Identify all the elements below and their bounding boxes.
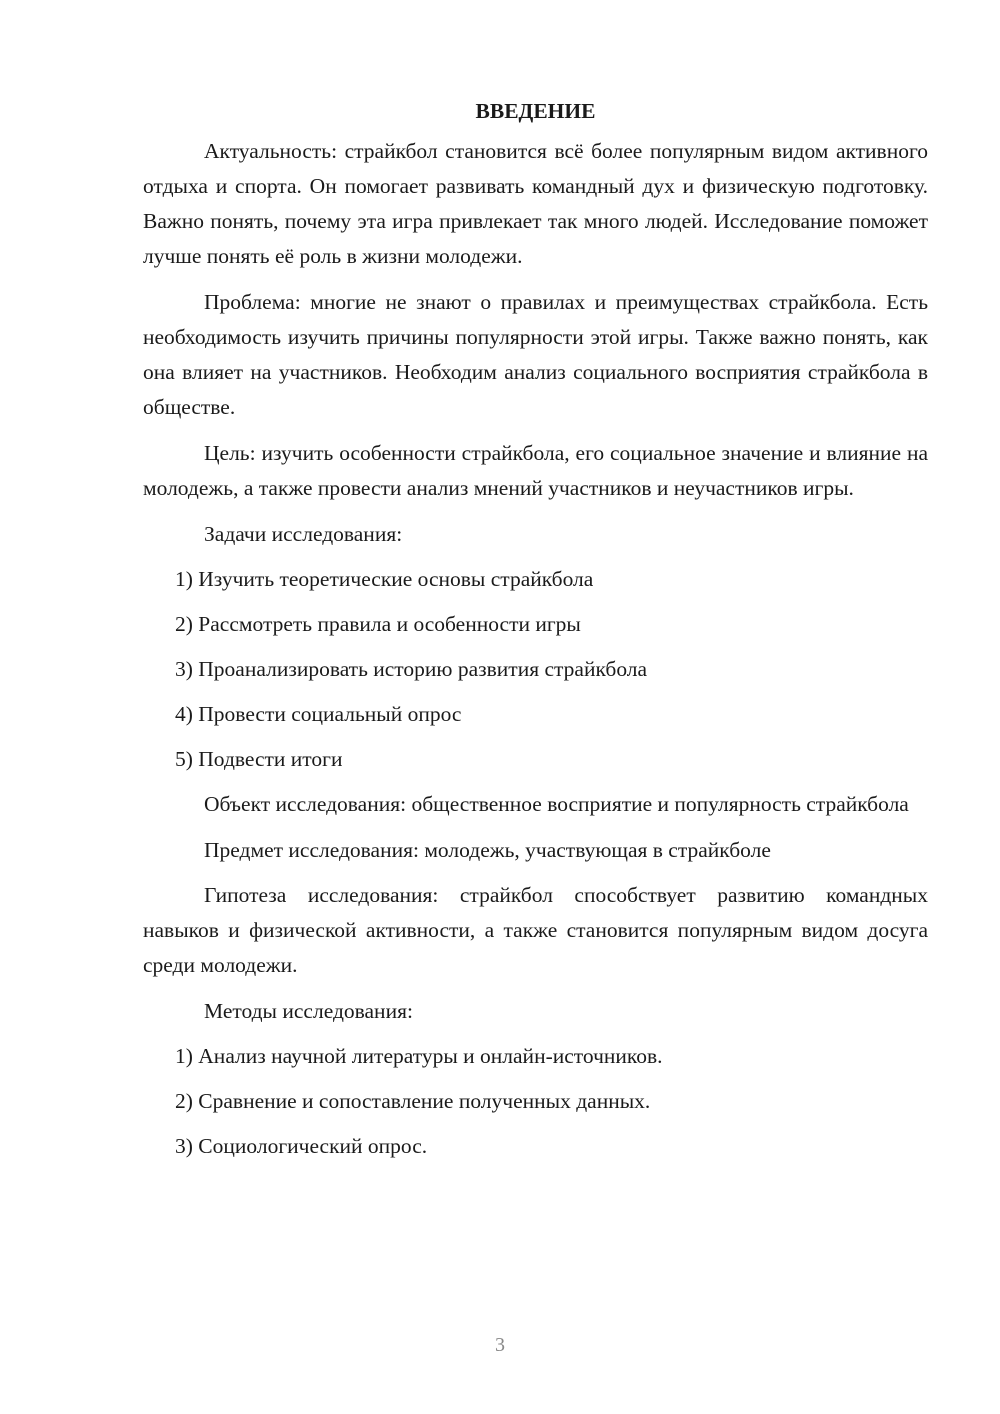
method-item: 2) Сравнение и сопоставление полученных данных. — [175, 1089, 651, 1113]
task-item: 2) Рассмотреть правила и особенности игры — [175, 612, 581, 636]
paragraph-relevance: Актуальность: страйкбол становится всё более популярным видом активного отдыха и спорта. Он помогает развивать командный дух и физическую подготовку. Важно понять, почему эта игра привлекает так много людей. Исследование поможет лучше понять её роль в жизни молодежи. — [143, 139, 928, 268]
paragraph-object: Объект исследования: общественное восприятие и популярность страйкбола — [204, 792, 909, 816]
paragraph-hypothesis: Гипотеза исследования: страйкбол способствует развитию командных навыков и физической активности, а также становится популярным видом досуга среди молодежи. — [143, 883, 928, 977]
section-title: ВВЕДЕНИЕ — [475, 99, 596, 123]
task-item: 4) Провести социальный опрос — [175, 702, 462, 726]
paragraph-problem: Проблема: многие не знают о правилах и преимуществах страйкбола. Есть необходимость изучить причины популярности этой игры. Также важно понять, как она влияет на участников. Необходим анализ социального восприятия страйкбола в обществе. — [143, 290, 928, 419]
tasks-heading: Задачи исследования: — [204, 522, 403, 546]
document-page — [143, 92, 928, 1174]
paragraph-goal: Цель: изучить особенности страйкбола, его социальное значение и влияние на молодежь, а также провести анализ мнений участников и неучастников игры. — [143, 441, 928, 500]
paragraph-subject: Предмет исследования: молодежь, участвующая в страйкболе — [204, 838, 771, 862]
task-item: 3) Проанализировать историю развития страйкбола — [175, 657, 648, 681]
methods-heading: Методы исследования: — [204, 999, 413, 1023]
method-item: 1) Анализ научной литературы и онлайн-источников. — [175, 1044, 663, 1068]
task-item: 1) Изучить теоретические основы страйкбола — [175, 567, 594, 591]
page-number: 3 — [495, 1334, 505, 1356]
task-item: 5) Подвести итоги — [175, 747, 343, 771]
method-item: 3) Социологический опрос. — [175, 1134, 428, 1158]
